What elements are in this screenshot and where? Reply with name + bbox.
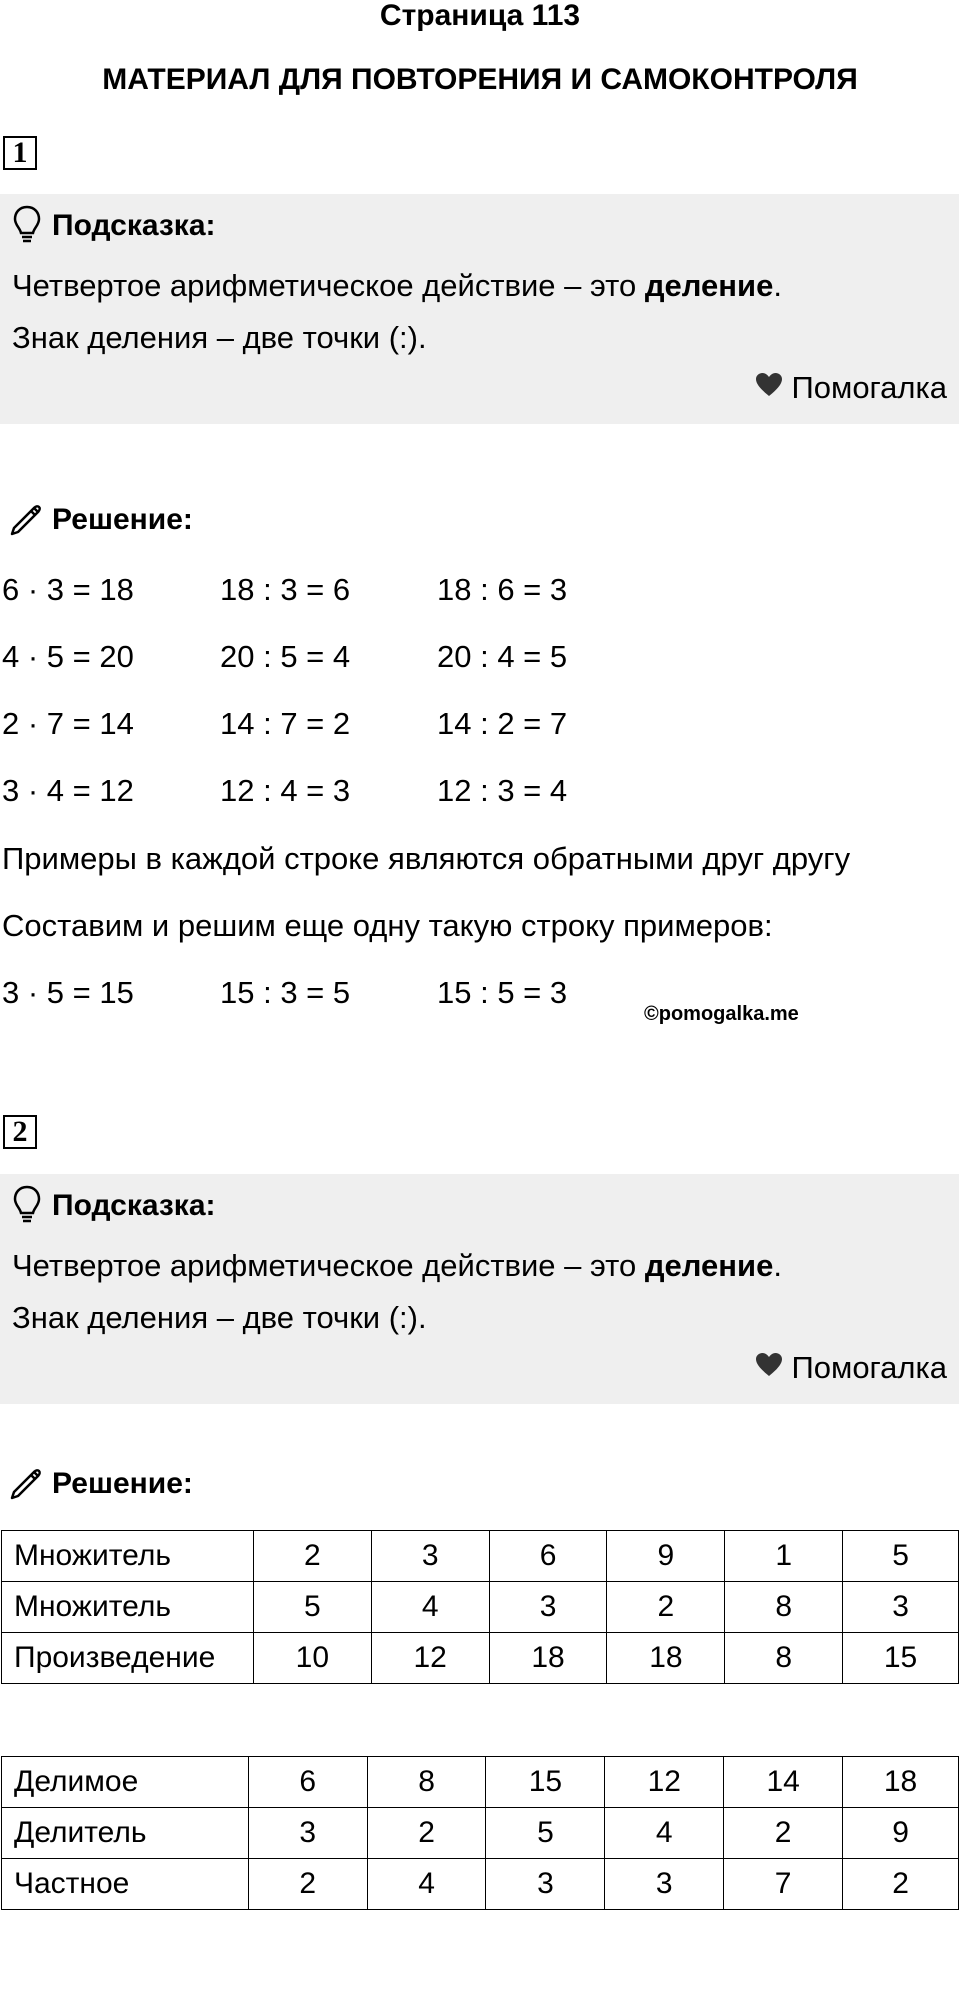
table-cell: 3 xyxy=(371,1531,489,1582)
table-row xyxy=(2,1808,959,1859)
pencil-icon xyxy=(6,498,46,543)
table-cell: 7 xyxy=(724,1859,843,1910)
table-cell: 2 xyxy=(607,1582,725,1633)
equation: 2 · 7 = 14 xyxy=(2,706,134,741)
equation: 6 · 3 = 18 xyxy=(2,572,134,607)
solution-label: Решение: xyxy=(52,1467,193,1500)
lightbulb-icon xyxy=(12,204,42,249)
hint-label: Подсказка: xyxy=(52,1189,216,1222)
equation: 4 · 5 = 20 xyxy=(2,639,134,674)
division-table xyxy=(1,1756,959,1910)
table-cell: 2 xyxy=(724,1808,843,1859)
multiplication-table xyxy=(1,1530,959,1684)
row-label: Множитель xyxy=(2,1531,254,1582)
hint-label: Подсказка: xyxy=(52,209,216,242)
pencil-icon xyxy=(6,1462,46,1507)
heart-icon xyxy=(755,368,791,408)
hint-text-line-2: Знак деления – две точки (:). xyxy=(12,1300,427,1335)
heart-icon xyxy=(755,1348,791,1388)
table-cell: 1 xyxy=(725,1531,843,1582)
solution-note: Составим и решим еще одну такую строку примеров: xyxy=(2,908,773,943)
table-cell: 18 xyxy=(843,1757,959,1808)
equation: 12 : 4 = 3 xyxy=(220,773,351,808)
table-cell: 15 xyxy=(486,1757,605,1808)
table-cell: 5 xyxy=(253,1582,371,1633)
table-row xyxy=(2,1859,959,1910)
table-cell: 12 xyxy=(371,1633,489,1684)
page-subtitle: МАТЕРИАЛ ДЛЯ ПОВТОРЕНИЯ И САМОКОНТРОЛЯ xyxy=(102,63,858,96)
table-cell: 18 xyxy=(489,1633,607,1684)
table-cell: 12 xyxy=(605,1757,724,1808)
hint-box-1 xyxy=(0,194,959,424)
table-cell: 2 xyxy=(253,1531,371,1582)
hint-text-line-1: Четвертое арифметическое действие – это деление. xyxy=(12,1248,782,1283)
equation: 18 : 3 = 6 xyxy=(220,572,351,607)
row-label: Множитель xyxy=(2,1582,254,1633)
equation: 15 : 3 = 5 xyxy=(220,975,351,1010)
equation: 12 : 3 = 4 xyxy=(437,773,568,808)
table-cell: 4 xyxy=(605,1808,724,1859)
table-row xyxy=(2,1633,959,1684)
solution-label: Решение: xyxy=(52,503,193,536)
brand-name: Помогалка xyxy=(791,370,947,405)
table-cell: 4 xyxy=(367,1859,486,1910)
table-cell: 3 xyxy=(489,1582,607,1633)
brand-name: Помогалка xyxy=(791,1350,947,1385)
table-cell: 15 xyxy=(843,1633,959,1684)
table-row xyxy=(2,1757,959,1808)
table-cell: 3 xyxy=(486,1859,605,1910)
table-row xyxy=(2,1582,959,1633)
task-number-2: 2 xyxy=(3,1115,37,1149)
equation: 15 : 5 = 3 xyxy=(437,975,568,1010)
brand-signature xyxy=(755,1348,947,1388)
table-cell: 8 xyxy=(725,1633,843,1684)
row-label: Делитель xyxy=(2,1808,249,1859)
table-cell: 5 xyxy=(843,1531,959,1582)
table-cell: 9 xyxy=(607,1531,725,1582)
table-row xyxy=(2,1531,959,1582)
table-cell: 6 xyxy=(248,1757,367,1808)
solution-header-1 xyxy=(6,498,193,542)
equation: 3 · 4 = 12 xyxy=(2,773,134,808)
table-cell: 2 xyxy=(248,1859,367,1910)
equation: 14 : 2 = 7 xyxy=(437,706,568,741)
table-cell: 2 xyxy=(367,1808,486,1859)
watermark: ©pomogalka.me xyxy=(644,1003,799,1025)
row-label: Делимое xyxy=(2,1757,249,1808)
hint-header xyxy=(12,206,216,246)
table-cell: 3 xyxy=(843,1582,959,1633)
solution-note: Примеры в каждой строке являются обратными друг другу xyxy=(2,841,851,876)
table-cell: 3 xyxy=(605,1859,724,1910)
table-cell: 18 xyxy=(607,1633,725,1684)
table-cell: 8 xyxy=(725,1582,843,1633)
task-number-1: 1 xyxy=(3,136,37,170)
equation: 18 : 6 = 3 xyxy=(437,572,568,607)
solution-header-2 xyxy=(6,1462,193,1506)
equation: 3 · 5 = 15 xyxy=(2,975,134,1010)
table-cell: 8 xyxy=(367,1757,486,1808)
hint-box-2 xyxy=(0,1174,959,1404)
page-title: Страница 113 xyxy=(379,0,581,32)
lightbulb-icon xyxy=(12,1184,42,1229)
equation: 20 : 5 = 4 xyxy=(220,639,351,674)
equation: 14 : 7 = 2 xyxy=(220,706,351,741)
brand-signature xyxy=(755,368,947,408)
hint-header xyxy=(12,1186,216,1226)
table-cell: 9 xyxy=(843,1808,959,1859)
hint-text-line-2: Знак деления – две точки (:). xyxy=(12,320,427,355)
hint-text-line-1: Четвертое арифметическое действие – это деление. xyxy=(12,268,782,303)
table-cell: 4 xyxy=(371,1582,489,1633)
table-cell: 5 xyxy=(486,1808,605,1859)
table-cell: 6 xyxy=(489,1531,607,1582)
table-cell: 14 xyxy=(724,1757,843,1808)
table-cell: 3 xyxy=(248,1808,367,1859)
row-label: Произведение xyxy=(2,1633,254,1684)
table-cell: 10 xyxy=(253,1633,371,1684)
row-label: Частное xyxy=(2,1859,249,1910)
equation: 20 : 4 = 5 xyxy=(437,639,568,674)
table-cell: 2 xyxy=(843,1859,959,1910)
